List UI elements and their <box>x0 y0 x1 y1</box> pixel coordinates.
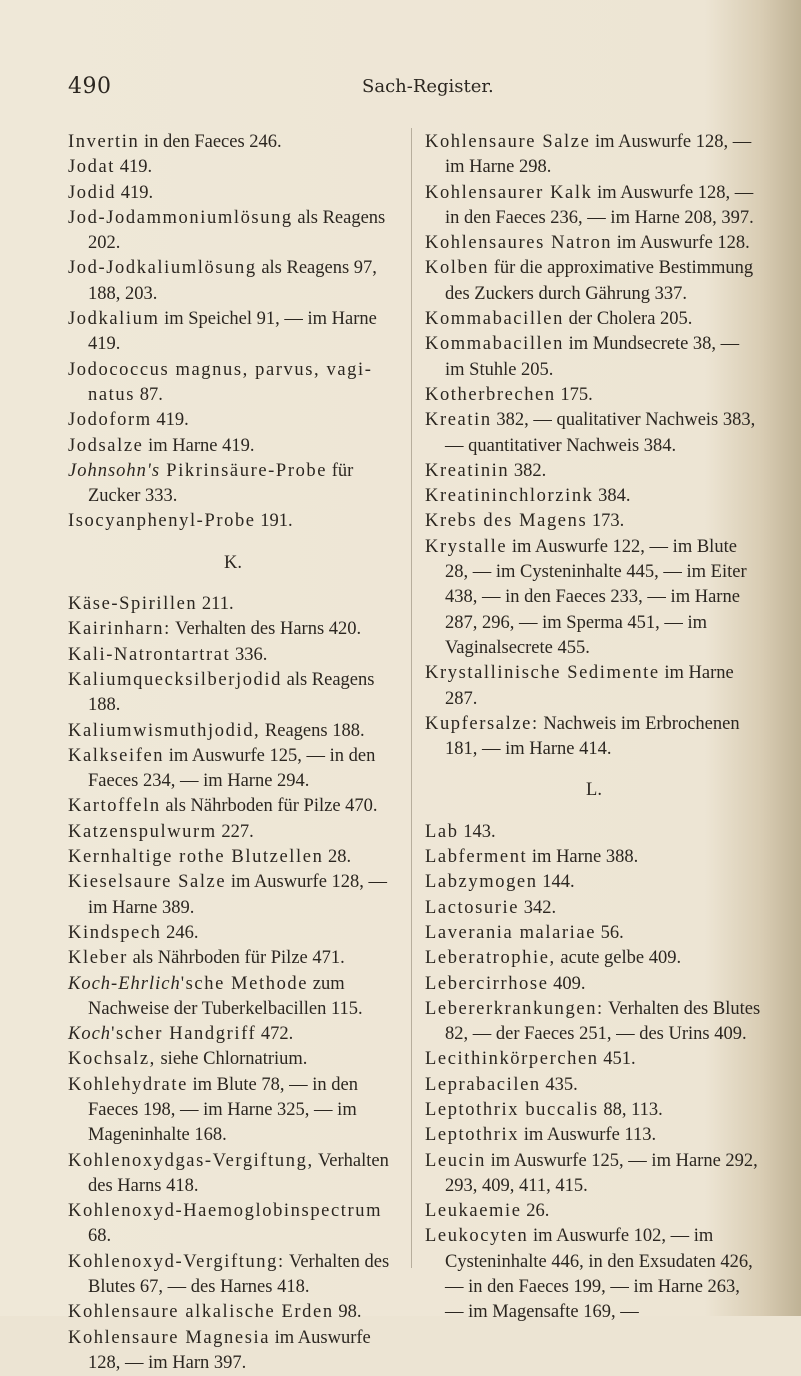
index-entry <box>425 307 763 332</box>
entry-references: zum Nachweise der Tuberkelbacillen 115. <box>88 973 363 1019</box>
index-entry <box>425 896 763 921</box>
index-entry <box>68 434 398 459</box>
entry-references: Nachweis im Erbrochenen 181, — im Harne 414. <box>445 713 740 760</box>
entry-references: als Reagens 97, 188, 203. <box>88 258 377 304</box>
index-entry <box>425 408 763 459</box>
index-entry <box>68 206 398 257</box>
index-entry <box>425 383 763 408</box>
entry-keyword: Leukocyten <box>425 1226 529 1247</box>
entry-author: Koch-Ehrlich <box>68 973 181 994</box>
entry-references: der Cholera 205. <box>563 309 693 330</box>
entry-references: 211. <box>197 594 234 615</box>
entry-references: 173. <box>587 511 625 532</box>
entry-references: als Nährboden für Pilze 470. <box>160 796 378 817</box>
entry-keyword: Kohlensaure Magnesia <box>68 1327 271 1348</box>
index-entry <box>425 1199 763 1224</box>
entry-references: 342. <box>519 897 557 918</box>
entry-keyword: 'sche Methode <box>180 973 309 994</box>
index-entry <box>425 231 763 256</box>
index-entry <box>425 972 763 997</box>
index-entry <box>68 870 398 921</box>
index-entry <box>425 509 763 534</box>
index-entry <box>68 155 398 180</box>
index-entry <box>425 661 763 712</box>
entry-references: 68. <box>88 1226 112 1247</box>
entry-keyword: Kommabacillen <box>425 309 564 330</box>
entry-keyword: Lactosurie <box>425 897 520 918</box>
index-entry <box>425 332 763 383</box>
index-entry <box>425 459 763 484</box>
entry-references: 384. <box>593 486 631 507</box>
entry-references: in den Faeces 246. <box>139 132 282 152</box>
entry-keyword: Kaliumquecksilberjodid <box>68 669 282 690</box>
entry-keyword: Kairinharn: <box>68 619 171 640</box>
entry-references: acute gelbe 409. <box>555 948 682 969</box>
entry-references: siehe Chlornatrium. <box>155 1049 308 1070</box>
entry-references: 451. <box>598 1049 636 1070</box>
entry-keyword: Kohlenoxyd-Vergiftung: <box>68 1251 285 1272</box>
right-column <box>425 130 763 1326</box>
running-title: Sach-Register. <box>362 76 494 97</box>
entry-references: im Auswurfe 125, — im Harne 292, 293, 409, 411, 415. <box>445 1150 758 1196</box>
entry-keyword: Kotherbrechen <box>425 384 556 405</box>
entry-keyword: Jodococcus magnus, parvus, vagi-natus <box>68 359 373 405</box>
index-entry <box>68 408 398 433</box>
index-entry <box>68 972 398 1023</box>
index-entry <box>425 870 763 895</box>
entry-references: Verhalten des Harns 420. <box>170 619 362 640</box>
index-entry <box>425 1098 763 1123</box>
entry-references: Verhalten des Blutes 67, — des Harnes 418. <box>88 1251 390 1298</box>
index-entry <box>68 1326 398 1376</box>
entry-keyword: Kieselsaure Salze <box>68 872 227 893</box>
entry-references: 175. <box>555 384 593 405</box>
index-entry <box>425 484 763 509</box>
entry-keyword: Kochsalz, <box>68 1049 156 1070</box>
index-entry <box>425 1047 763 1072</box>
entry-references: im Auswurfe 125, — in den Faeces 234, — im Harne 294. <box>88 745 376 792</box>
section-letter: K. <box>224 552 242 573</box>
entry-keyword: Leptothrix <box>425 1125 520 1146</box>
entry-keyword: Pikrinsäure-Probe <box>160 460 328 481</box>
entry-keyword: Kindspech <box>68 922 162 943</box>
entry-keyword: Kohlensaure alkalische Erden <box>68 1302 334 1323</box>
index-entry <box>68 719 398 744</box>
entry-keyword: Leucin <box>425 1150 486 1171</box>
entry-references: 227. <box>216 821 254 842</box>
index-entry <box>425 1073 763 1098</box>
entry-keyword: Kupfersalze: <box>425 713 539 734</box>
entry-keyword: Leptothrix buccalis <box>425 1099 599 1120</box>
entry-keyword: Kohlenoxyd-Haemoglobinspectrum <box>68 1201 383 1222</box>
entry-references: 143. <box>458 821 496 842</box>
entry-references: im Harne 287. <box>445 663 734 709</box>
entry-references: 191. <box>255 511 293 532</box>
entry-keyword: Kaliumwismuthjodid, <box>68 720 261 741</box>
entry-keyword: Kommabacillen <box>425 334 564 355</box>
entry-references: Verhalten des Blutes 82, — der Faeces 251, — des Urins 409. <box>445 998 761 1045</box>
index-entry <box>425 535 763 661</box>
entry-keyword: Kohlensaurer Kalk <box>425 182 593 203</box>
entry-keyword: Leukaemie <box>425 1201 522 1222</box>
entry-references: für Zucker 333. <box>88 460 354 507</box>
entry-keyword: Kleber <box>68 948 128 969</box>
index-entry <box>425 712 763 763</box>
entry-references: 419. <box>116 182 154 203</box>
index-entry <box>68 668 398 719</box>
index-entry <box>425 946 763 971</box>
entry-keyword: Isocyanphenyl-Probe <box>68 511 256 532</box>
entry-references: im Auswurfe 128, — im Harn 397. <box>88 1327 371 1373</box>
left-column <box>68 130 398 1376</box>
entry-references: 336. <box>230 644 268 665</box>
entry-references: 246. <box>161 922 199 943</box>
entry-keyword: Jod-Jodammoniumlösung <box>68 207 293 228</box>
page-header <box>0 74 801 110</box>
index-entry <box>68 509 398 534</box>
entry-references: 409. <box>548 973 586 994</box>
entry-keyword: Krebs des Magens <box>425 511 588 532</box>
index-entry <box>68 820 398 845</box>
entry-author: Johnsohn's <box>68 460 161 481</box>
entry-references: 88, 113. <box>598 1099 663 1120</box>
entry-keyword: Labferment <box>425 847 528 868</box>
index-entry <box>425 130 763 181</box>
index-entry <box>425 845 763 870</box>
entry-references: für die approximative Bestimmung des Zuckers durch Gährung 337. <box>445 258 754 304</box>
entry-references: im Auswurfe 122, — im Blute 28, — im Cysteninhalte 445, — im Eiter 438, — in den Faeces 233, — im Harne 287, 296, — im Sperma 451, — im Vaginalsecrete 455. <box>445 536 747 658</box>
entry-keyword: Kartoffeln <box>68 796 161 817</box>
index-entry <box>425 256 763 307</box>
entry-keyword: Laverania malariae <box>425 922 597 943</box>
entry-keyword: Labzymogen <box>425 872 538 893</box>
entry-references: als Reagens 188. <box>88 669 375 716</box>
entry-references: 56. <box>596 922 624 943</box>
index-entry <box>68 1250 398 1301</box>
entry-references: als Reagens 202. <box>88 207 386 254</box>
entry-keyword: Kohlensaures Natron <box>425 233 613 254</box>
entry-references: als Nährboden für Pilze 471. <box>127 948 345 969</box>
index-entry <box>68 1199 398 1250</box>
index-entry <box>425 1123 763 1148</box>
entry-keyword: Kohlehydrate <box>68 1074 188 1095</box>
entry-keyword: Lebererkrankungen: <box>425 998 604 1019</box>
index-entry <box>68 592 398 617</box>
entry-references: im Auswurfe 128, — im Harne 389. <box>88 872 388 918</box>
entry-references: im Mundsecrete 38, — im Stuhle 205. <box>445 334 740 380</box>
entry-references: Verhalten des Harns 418. <box>88 1150 389 1196</box>
index-entry <box>68 1073 398 1149</box>
index-entry <box>68 1047 398 1072</box>
entry-keyword: Leprabacilen <box>425 1074 541 1095</box>
entry-keyword: Kreatin <box>425 410 492 431</box>
index-entry <box>425 997 763 1048</box>
index-entry <box>68 794 398 819</box>
entry-keyword: Lab <box>425 821 459 842</box>
entry-references: im Auswurfe 113. <box>519 1125 657 1146</box>
entry-references: im Auswurfe 128, — in den Faeces 236, — im Harne 208, 397. <box>445 182 754 228</box>
index-entry <box>68 358 398 409</box>
index-entry <box>425 1224 763 1325</box>
entry-references: im Harne 419. <box>143 435 255 456</box>
entry-keyword: Kalkseifen <box>68 745 165 766</box>
entry-references: im Speichel 91, — im Harne 419. <box>88 309 377 355</box>
index-entry <box>68 459 398 510</box>
entry-author: Koch <box>68 1024 112 1045</box>
entry-keyword: Jodat <box>68 157 116 178</box>
entry-keyword: Jodid <box>68 182 117 203</box>
entry-keyword: Kreatinin <box>425 460 510 481</box>
entry-keyword: Kohlensaure Salze <box>425 132 591 152</box>
index-entry <box>68 643 398 668</box>
entry-keyword: Kernhaltige rothe Blutzellen <box>68 847 324 868</box>
entry-references: 98. <box>333 1302 362 1323</box>
index-entry <box>68 946 398 971</box>
entry-references: 382, — qualitativer Nachweis 383, — quantitativer Nachweis 384. <box>445 410 756 456</box>
entry-keyword: Käse-Spirillen <box>68 594 198 615</box>
entry-references: 419. <box>151 410 189 431</box>
entry-keyword: Jodkalium <box>68 309 160 330</box>
entry-keyword: Jod-Jodkaliumlösung <box>68 258 257 279</box>
index-entry <box>425 181 763 232</box>
entry-keyword: Krystallinische Sedimente <box>425 663 660 684</box>
index-entry <box>68 617 398 642</box>
entry-keyword: Kali-Natrontartrat <box>68 644 231 665</box>
entry-keyword: Kolben <box>425 258 490 279</box>
entry-references: 28. <box>323 847 352 868</box>
entry-references: im Harne 388. <box>527 847 639 868</box>
index-entry <box>425 1149 763 1200</box>
entry-keyword: Leberatrophie, <box>425 948 556 969</box>
entry-references: 87. <box>135 384 163 405</box>
section-letter: L. <box>586 780 602 801</box>
index-entry <box>68 921 398 946</box>
entry-keyword: 'scher Handgriff <box>111 1024 257 1045</box>
entry-keyword: Jodsalze <box>68 435 144 456</box>
index-entry <box>68 181 398 206</box>
column-divider <box>411 128 412 1268</box>
entry-keyword: Lebercirrhose <box>425 973 549 994</box>
entry-keyword: Invertin <box>68 132 140 152</box>
page-number: 490 <box>68 74 112 99</box>
entry-keyword: Katzenspulwurm <box>68 821 217 842</box>
index-entry <box>68 1149 398 1200</box>
entry-references: im Blute 78, — in den Faeces 198, — im Harne 325, — im Mageninhalte 168. <box>88 1074 358 1146</box>
entry-references: 26. <box>521 1201 550 1222</box>
index-entry <box>68 130 398 155</box>
index-entry <box>68 256 398 307</box>
entry-references: 419. <box>115 157 153 178</box>
index-entry <box>425 921 763 946</box>
index-entry <box>425 820 763 845</box>
entry-keyword: Kohlenoxydgas-Vergiftung, <box>68 1150 314 1171</box>
entry-keyword: Kreatininchlorzink <box>425 486 594 507</box>
index-entry <box>68 845 398 870</box>
index-entry <box>68 1022 398 1047</box>
entry-references: 435. <box>540 1074 578 1095</box>
entry-references: im Auswurfe 128, — im Harne 298. <box>445 132 752 178</box>
index-entry <box>68 744 398 795</box>
entry-keyword: Jodoform <box>68 410 152 431</box>
entry-references: im Auswurfe 102, — im Cysteninhalte 446, in den Exsudaten 426, — in den Faeces 199, — im Harne 263, — im Magensafte 169, — <box>445 1226 753 1323</box>
entry-references: 472. <box>256 1024 294 1045</box>
index-entry <box>68 307 398 358</box>
entry-references: 382. <box>509 460 547 481</box>
entry-keyword: Krystalle <box>425 536 508 557</box>
entry-references: Reagens 188. <box>260 720 365 741</box>
entry-keyword: Lecithinkörperchen <box>425 1049 599 1070</box>
entry-references: 144. <box>537 872 575 893</box>
index-entry <box>68 1300 398 1325</box>
entry-references: im Auswurfe 128. <box>612 233 750 254</box>
